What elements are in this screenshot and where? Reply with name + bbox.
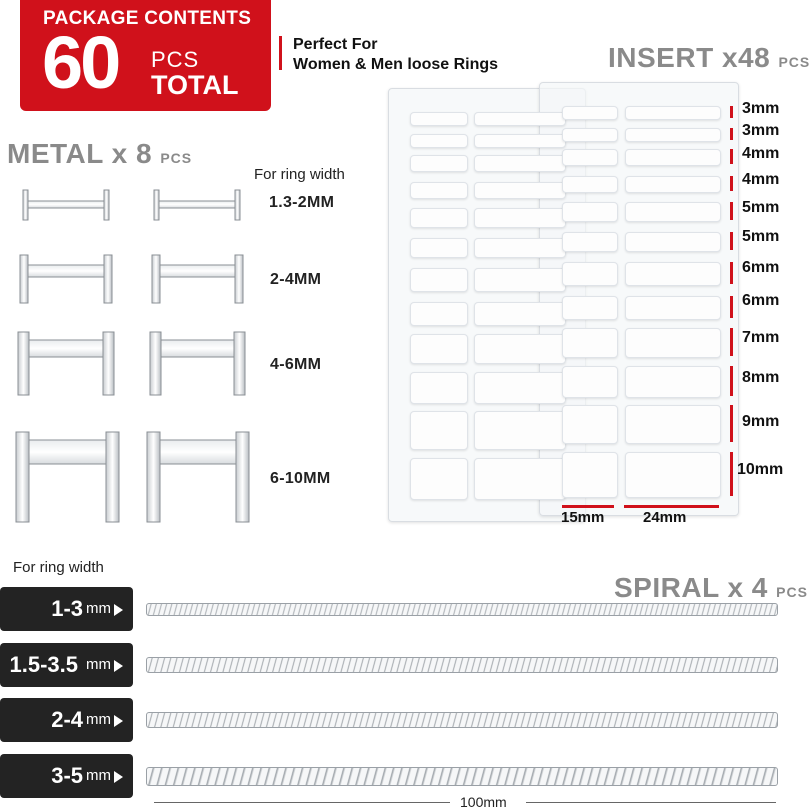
triangle-right-icon: [114, 660, 123, 672]
insert-strip: [562, 149, 618, 166]
insert-strip: [625, 366, 721, 398]
insert-size-marker: [730, 405, 733, 442]
metal-size-1: 1.3-2MM: [269, 194, 335, 211]
metal-section-title: [7, 138, 192, 170]
insert-size-label: 9mm: [742, 413, 780, 430]
insert-size-label: 7mm: [742, 329, 780, 346]
insert-strip: [562, 232, 618, 252]
insert-strip-back: [474, 182, 566, 199]
insert-strip-back: [474, 112, 566, 126]
insert-strip-back: [410, 208, 468, 228]
insert-strip: [562, 202, 618, 222]
insert-strip: [562, 405, 618, 444]
insert-strip-back: [474, 302, 566, 326]
package-contents-title: PACKAGE CONTENTS: [43, 8, 252, 29]
insert-strip: [625, 149, 721, 166]
insert-pcs-label: PCS: [778, 54, 810, 70]
spiral-title-text: SPIRAL x 4: [614, 572, 768, 603]
perfect-for-line-2: Women & Men loose Rings: [293, 56, 499, 73]
insert-size-marker: [730, 106, 733, 118]
metal-adjuster-large-right: [150, 332, 245, 395]
insert-strip-back: [474, 334, 566, 364]
insert-strip-back: [410, 268, 468, 292]
spiral-length-line-right: [526, 802, 776, 803]
insert-size-marker: [730, 128, 733, 140]
insert-strip-back: [410, 302, 468, 326]
metal-size-3: 4-6MM: [270, 356, 322, 373]
insert-size-marker: [730, 262, 733, 284]
insert-strip: [562, 296, 618, 320]
metal-adjuster-small-left: [23, 190, 109, 220]
package-total-label: TOTAL: [151, 70, 239, 100]
spiral-adjuster-1: [146, 603, 778, 616]
insert-strip-back: [410, 134, 468, 148]
spiral-ring-width-label: For ring width: [13, 559, 104, 576]
metal-adjuster-medium-right: [152, 255, 243, 303]
insert-size-label: 4mm: [742, 145, 780, 162]
insert-size-marker: [730, 296, 733, 318]
insert-width-mark-large: [624, 505, 719, 508]
insert-size-label: 10mm: [737, 461, 784, 478]
metal-adjuster-xlarge-left: [16, 432, 119, 522]
insert-width-large: 24mm: [643, 509, 687, 526]
insert-section-title: [608, 42, 810, 74]
insert-size-label: 6mm: [742, 292, 780, 309]
insert-strip-back: [474, 372, 566, 404]
insert-strip: [562, 176, 618, 193]
metal-pcs-label: PCS: [160, 150, 193, 166]
insert-strip-back: [410, 182, 468, 199]
spiral-adjuster-4: [146, 767, 778, 786]
insert-size-label: 4mm: [742, 171, 780, 188]
insert-size-marker: [730, 366, 733, 396]
spiral-size-value: 2-4: [51, 707, 83, 732]
insert-strip: [625, 232, 721, 252]
insert-strip-back: [474, 411, 566, 450]
insert-strip-back: [410, 458, 468, 500]
spiral-size-unit: mm: [86, 767, 111, 784]
triangle-right-icon: [114, 771, 123, 783]
metal-adjuster-xlarge-right: [147, 432, 249, 522]
insert-size-label: 5mm: [742, 228, 780, 245]
insert-size-label: 6mm: [742, 259, 780, 276]
insert-width-mark-small: [562, 505, 614, 508]
spiral-pcs-label: PCS: [776, 584, 808, 600]
metal-size-4: 6-10MM: [270, 470, 331, 487]
spiral-adjuster-3: [146, 712, 778, 728]
insert-width-small: 15mm: [561, 509, 605, 526]
triangle-right-icon: [114, 604, 123, 616]
package-pcs-label: PCS: [151, 47, 200, 72]
insert-size-label: 5mm: [742, 199, 780, 216]
spiral-size-unit: mm: [86, 600, 111, 617]
package-contents-badge: [20, 0, 271, 111]
insert-strip: [562, 128, 618, 142]
spiral-section-title: [614, 572, 808, 604]
insert-strip-back: [410, 411, 468, 450]
insert-strip: [562, 328, 618, 358]
insert-strip: [625, 262, 721, 286]
metal-size-2: 2-4MM: [270, 271, 322, 288]
metal-title-text: METAL x 8: [7, 138, 153, 169]
package-count: 60: [42, 21, 119, 104]
insert-strip-back: [474, 458, 566, 500]
spiral-size-value: 1.5-3.5: [9, 652, 78, 677]
metal-adjusters-illustration: [0, 180, 260, 530]
metal-adjuster-small-right: [154, 190, 240, 220]
insert-strip: [625, 328, 721, 358]
insert-size-marker: [730, 232, 733, 250]
spiral-size-value: 3-5: [51, 763, 83, 788]
insert-size-marker: [730, 328, 733, 356]
insert-strip: [562, 106, 618, 120]
insert-strip-back: [474, 155, 566, 172]
insert-strip: [625, 405, 721, 444]
insert-strip-back: [474, 134, 566, 148]
metal-adjuster-medium-left: [20, 255, 112, 303]
insert-strip: [625, 128, 721, 142]
insert-strip-back: [474, 238, 566, 258]
insert-title-text: INSERT x48: [608, 42, 771, 73]
insert-strip-back: [410, 372, 468, 404]
insert-strip: [625, 452, 721, 498]
spiral-size-badge-2: [0, 643, 133, 687]
insert-strip-back: [474, 208, 566, 228]
insert-strip-back: [410, 155, 468, 172]
insert-strip: [625, 176, 721, 193]
spiral-size-badge-3: [0, 698, 133, 742]
insert-size-marker: [730, 176, 733, 191]
insert-strip: [625, 296, 721, 320]
insert-strip: [562, 366, 618, 398]
insert-strip: [625, 202, 721, 222]
insert-strip-back: [410, 112, 468, 126]
perfect-for-text: [293, 35, 498, 75]
spiral-size-value: 1-3: [51, 596, 83, 621]
spiral-size-badge-4: [0, 754, 133, 798]
insert-strip: [562, 452, 618, 498]
insert-size-marker: [730, 452, 733, 496]
spiral-size-unit: mm: [86, 656, 111, 673]
spiral-length-label: 100mm: [460, 794, 507, 810]
spiral-length-line-left: [154, 802, 450, 803]
insert-strip: [625, 106, 721, 120]
insert-size-marker: [730, 202, 733, 220]
insert-strip-back: [474, 268, 566, 292]
spiral-adjuster-2: [146, 657, 778, 673]
spiral-size-unit: mm: [86, 711, 111, 728]
triangle-right-icon: [114, 715, 123, 727]
metal-adjuster-large-left: [18, 332, 114, 395]
metal-ring-width-label: For ring width: [254, 166, 345, 183]
insert-strip-back: [410, 238, 468, 258]
perfect-for-line-1: Perfect For: [293, 36, 378, 53]
insert-strip: [562, 262, 618, 286]
insert-size-label: 8mm: [742, 369, 780, 386]
spiral-size-badge-1: [0, 587, 133, 631]
insert-size-label: 3mm: [742, 100, 780, 117]
perfect-for-divider: [279, 36, 282, 70]
insert-strip-back: [410, 334, 468, 364]
insert-size-marker: [730, 149, 733, 164]
insert-size-label: 3mm: [742, 122, 780, 139]
